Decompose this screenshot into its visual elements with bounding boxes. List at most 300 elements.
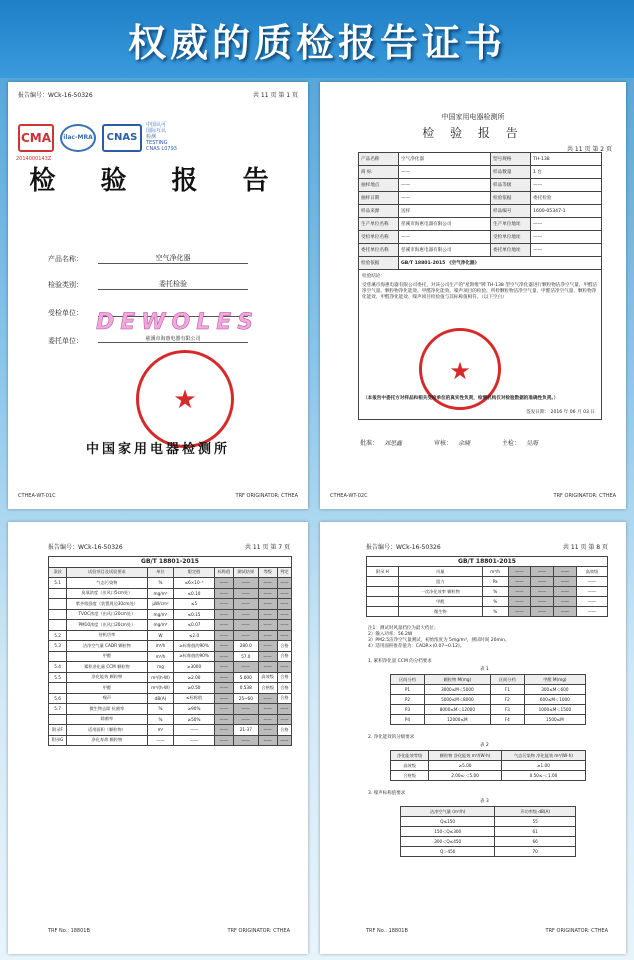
- result-row-cell: ——: [234, 599, 258, 610]
- org-name: 中国家用电器检测所: [441, 113, 505, 121]
- noise-row: [401, 827, 576, 837]
- info-row-cell: 送样: [399, 205, 491, 218]
- efficiency-row-cell: 净化能效等级: [391, 751, 429, 761]
- appendix-row-cell: 甲醛: [398, 597, 482, 607]
- noise-row-cell: Q≤150: [401, 817, 495, 827]
- efficiency-row-cell: 颗粒物 净化能效 m³/(W·h): [429, 751, 502, 761]
- result-row-cell: ——: [214, 630, 233, 641]
- result-row: [49, 704, 292, 715]
- appendix-row: [367, 597, 608, 607]
- efficiency-row: [391, 751, 586, 761]
- efficiency-row-cell: 合格级: [391, 771, 429, 781]
- page-number: 共 11 页 第 2 页: [567, 146, 612, 153]
- result-row-cell: %: [147, 714, 174, 725]
- result-row-cell: ——: [214, 662, 233, 673]
- footer-left: CTHEA-WT-01C: [18, 493, 56, 499]
- result-row-cell: [49, 683, 67, 694]
- footer-left: CTHEA-WT-02C: [330, 493, 368, 499]
- appendix-row-cell: ——: [531, 587, 554, 597]
- result-row-cell: 合格: [277, 641, 291, 652]
- appendix-row-cell: ——: [508, 607, 531, 617]
- ccm-row-cell: 甲醛 M(mg): [524, 675, 585, 685]
- result-row-cell: 25~60: [234, 693, 258, 704]
- result-row-cell: mg/m³: [147, 609, 174, 620]
- result-row: [49, 620, 292, 631]
- ilac-logo: ilac-MRA: [60, 124, 96, 152]
- result-row: [49, 735, 292, 746]
- result-row-cell: 21-37: [234, 725, 258, 736]
- appendix-row-cell: ——: [531, 607, 554, 617]
- header-cell: 试验项目及试验要求: [67, 567, 148, 578]
- result-row-cell: m³/h: [147, 641, 174, 652]
- info-row: [359, 244, 602, 257]
- result-row-cell: 附录F: [49, 725, 67, 736]
- result-row-cell: ≤2.0: [174, 630, 214, 641]
- noise-row-cell: 55: [495, 817, 576, 827]
- result-row-cell: 臭氧浓度（出风口5cm处）: [67, 588, 148, 599]
- appendix-row-cell: ——: [508, 577, 531, 587]
- product-value: 空气净化器: [98, 253, 248, 264]
- result-row-cell: ——: [277, 662, 291, 673]
- result-row-cell: ——: [214, 651, 233, 662]
- appendix-row-cell: ——: [508, 567, 531, 577]
- result-row-cell: ——: [258, 641, 277, 652]
- ccm-row-cell: P4: [391, 715, 425, 725]
- result-row-cell: mg/m³: [147, 588, 174, 599]
- header-cell: 测试结果: [234, 567, 258, 578]
- result-row-cell: ——: [214, 620, 233, 631]
- result-row-cell: ——: [234, 588, 258, 599]
- info-row: [359, 192, 602, 205]
- result-row-cell: ≤0.10: [174, 588, 214, 599]
- header-cell: 判定: [277, 567, 291, 578]
- result-row-cell: ——: [174, 725, 214, 736]
- result-row-cell: 合格: [277, 725, 291, 736]
- ccm-row-cell: P1: [391, 685, 425, 695]
- ccm-row-cell: 600≤M＜1000: [524, 695, 585, 705]
- result-row-cell: ——: [214, 693, 233, 704]
- result-row-cell: m³/(h·W): [147, 683, 174, 694]
- result-row-cell: ≥标称值的90%: [174, 641, 214, 652]
- result-row: [49, 609, 292, 620]
- result-row-cell: 5.5: [49, 672, 67, 683]
- header-banner: [0, 0, 634, 78]
- results-table: GB/T 18801-2015 条款 试验项目及试验要求 单位 限定值 标称值 测试结果 等级 判定 5.1 气态污染物 % ≤6×10⁻⁵ —— —— —— —— 臭氧浓度（出风口5cm处） mg/m³ ≤0.10 —— —— —— —— 紫外线强度（装置周边30cm处） μW/cm² ≤5 —— —— —— —— TVOC浓度（出风口20cm处） mg/m³ ≤0.15 —— —— —— —— PM10浓度（出风口20cm处） mg/m³ ≤0.07 —— —— —— —— 5.2 待机功率 W ≤2.0 —— —— —— —— 5.3 洁净空气量 CADR 颗粒物 m³/h ≥标称值的90% —— 280.0 —— 合格 甲醛 m³/h ≥标称值的90% —— 57.0 —— 合格 5.4 累积净化量 CCM 颗粒物 mg ≥3000 —— —— —— —— 5.5 净化能效 颗粒物 m³/(h·W) ≥2.00 —— 5.000 高效级 合格 甲醛 m³/(h·W) ≥0.50 —— 0.538 合格级 合格 5.6 噪声 dB(A) ≤标称值 —— 25~60 —— 合格 5.7 微生物去除 抗菌率 % ≥90% —— —— —— —— 除菌率 % ≥50% —— —— —— —— 附录F 适用面积（颗粒物） m² —— —— 21-37 —— 合格 附录G 净化寿命 颗粒物 —— —— —— —— —— ——: [48, 556, 292, 746]
- info-row: [359, 231, 602, 244]
- result-row-cell: [49, 599, 67, 610]
- result-row-cell: 气态污染物: [67, 578, 148, 589]
- appendix-row-cell: 微生物: [398, 607, 482, 617]
- disclaimer-note: （本报告中委托方对样品和相关受检单位的真实性负责，检测机构仅对检验数据的准确性负责。）: [363, 396, 559, 401]
- result-row-cell: ——: [214, 704, 233, 715]
- appendix-row-cell: ——: [554, 587, 577, 597]
- result-row-cell: 5.7: [49, 704, 67, 715]
- appendix-row-cell: 高效级: [576, 567, 607, 577]
- section-ccm: 1. 累积净化量 CCM 的分档要求: [368, 659, 432, 664]
- appendix-row-cell: ——: [508, 587, 531, 597]
- result-row-cell: ——: [234, 704, 258, 715]
- appendix-row-cell: 附录 H: [367, 567, 399, 577]
- result-row-cell: [49, 609, 67, 620]
- result-row-cell: 280.0: [234, 641, 258, 652]
- result-row-cell: [49, 714, 67, 725]
- result-row-cell: mg/m³: [147, 620, 174, 631]
- result-row-cell: μW/cm²: [147, 599, 174, 610]
- info-row-cell: 1 台: [531, 166, 602, 179]
- result-row-cell: 57.0: [234, 651, 258, 662]
- result-row-cell: ——: [147, 735, 174, 746]
- footer-left: TRF No.: 18801B: [48, 928, 90, 934]
- info-row-cell: 样品编号: [491, 205, 531, 218]
- info-row-cell: 受检单位名称: [359, 231, 399, 244]
- cnas-logo: CNAS: [102, 124, 142, 152]
- info-row-cell: 1600-05347-1: [531, 205, 602, 218]
- footer-left: TRF No.: 18801B: [366, 928, 408, 934]
- info-row-cell: 委托单位地址: [491, 244, 531, 257]
- result-row-cell: ≥0.50: [174, 683, 214, 694]
- result-row-cell: ——: [234, 630, 258, 641]
- info-row-cell: ——: [531, 218, 602, 231]
- result-row-cell: ——: [277, 609, 291, 620]
- result-row-cell: ——: [258, 578, 277, 589]
- appendix-row-cell: 阻力: [398, 577, 482, 587]
- appendix-row: [367, 587, 608, 597]
- result-row-cell: ——: [214, 725, 233, 736]
- appendix-row-cell: ——: [554, 607, 577, 617]
- ccm-row-cell: 颗粒物 M(mg): [424, 675, 490, 685]
- result-row: [49, 630, 292, 641]
- result-row-cell: 5.6: [49, 693, 67, 704]
- ccm-table: [390, 674, 586, 725]
- conclusion-text: 受慈溪市海惠电器有限公司委托，对该公司生产的"星斯维"牌 TH-138 型空气净化器进行颗粒物洁净空气量、甲醛洁净空气量、颗粒物净化能效、甲醛净化能效、噪声项目的检验。所检颗粒物洁净空气量、甲醛洁净空气量、颗粒物净化能效、甲醛净化能效、噪声项目检验值与其标称值相符。（以下空白）: [362, 283, 598, 300]
- appendix-row-cell: ——: [531, 567, 554, 577]
- info-row-cell: ——: [531, 179, 602, 192]
- efficiency-row: [391, 761, 586, 771]
- result-row: [49, 714, 292, 725]
- ccm-row: [391, 715, 586, 725]
- info-row-cell: ——: [531, 231, 602, 244]
- page-number: 共 11 页 第 8 页: [563, 544, 608, 551]
- result-row-cell: ——: [214, 672, 233, 683]
- appendix-row-cell: ——: [576, 587, 607, 597]
- efficiency-row-cell: 高效级: [391, 761, 429, 771]
- test-results-page[interactable]: [8, 522, 308, 954]
- appendix-row: [367, 577, 608, 587]
- result-row-cell: 适用面积（颗粒物）: [67, 725, 148, 736]
- info-row: [359, 218, 602, 231]
- ccm-row-cell: 8000≤M＜12000: [424, 705, 490, 715]
- result-row: [49, 578, 292, 589]
- header-cell: 等级: [258, 567, 277, 578]
- page-number: 共 11 页 第 7 页: [245, 544, 290, 551]
- cma-logo: CMA: [18, 124, 54, 152]
- result-row-cell: ——: [234, 609, 258, 620]
- result-row-cell: ——: [277, 735, 291, 746]
- ccm-row-cell: P3: [391, 705, 425, 715]
- info-row: [359, 179, 602, 192]
- ccm-row-cell: 5000≤M＜8000: [424, 695, 490, 705]
- info-row-cell: 样品数量: [491, 166, 531, 179]
- info-row-cell: 委托检验: [531, 192, 602, 205]
- info-row-cell: ——: [399, 192, 491, 205]
- product-label: 产品名称：: [48, 255, 83, 263]
- result-row: [49, 599, 292, 610]
- result-row-cell: ——: [214, 599, 233, 610]
- result-row-cell: ——: [214, 588, 233, 599]
- info-row-cell: ——: [399, 179, 491, 192]
- page-number: 共 11 页 第 1 页: [253, 92, 298, 99]
- result-row: [49, 725, 292, 736]
- result-row: [49, 588, 292, 599]
- ccm-row-cell: 12000≤M: [424, 715, 490, 725]
- ccm-row-cell: 1500≤M: [524, 715, 585, 725]
- appendix-row: [367, 567, 608, 577]
- result-row-cell: ——: [258, 725, 277, 736]
- result-row-cell: 合格: [277, 693, 291, 704]
- producer-label: 受检单位：: [48, 309, 83, 317]
- result-row-cell: 甲醛: [67, 683, 148, 694]
- noise-row: [401, 807, 576, 817]
- header-cell: 条款: [49, 567, 67, 578]
- entrust-value: 慈溪市海惠电器有限公司: [98, 335, 248, 343]
- efficiency-row: [391, 771, 586, 781]
- noise-row-cell: 66: [495, 837, 576, 847]
- result-row-cell: 5.1: [49, 578, 67, 589]
- appendix-row-cell: %: [482, 597, 508, 607]
- result-row: [49, 651, 292, 662]
- table2-title: 表 2: [480, 743, 489, 748]
- official-seal: ★: [136, 350, 234, 448]
- result-row-cell: 待机功率: [67, 630, 148, 641]
- result-row-cell: 高效级: [258, 672, 277, 683]
- result-row-cell: ≥90%: [174, 704, 214, 715]
- ccm-row-cell: F3: [490, 705, 524, 715]
- report-number: 报告编号：WCk-16-50326: [366, 544, 441, 551]
- result-row-cell: ——: [258, 704, 277, 715]
- result-row: [49, 672, 292, 683]
- ccm-row-cell: 区间分档: [391, 675, 425, 685]
- cnas-text: 中国认可 国际互认 检测 TESTING CNAS L0793: [146, 122, 177, 152]
- appendix-row-cell: [367, 577, 399, 587]
- result-row-cell: ——: [214, 609, 233, 620]
- result-row-cell: ——: [234, 578, 258, 589]
- appendix-row-cell: ——: [508, 597, 531, 607]
- efficiency-row-cell: 0.50≤·＜1.00: [501, 771, 585, 781]
- result-row-cell: ——: [234, 735, 258, 746]
- footer-right: TRF ORIGINATOR: CTHEA: [545, 928, 608, 934]
- result-row-cell: ——: [258, 599, 277, 610]
- result-row-cell: 5.000: [234, 672, 258, 683]
- report-title: 检 验 报 告: [29, 166, 287, 196]
- report-info-page[interactable]: 中国家用电器检测所 检 验 报 告 共 11 页 第 2 页 产品名称 空气净化器 型号规格 TH-138 商 标 —— 样品数量 1 台 抽样地点 —— 样品等级 —— 抽样日期 —— 检验依据 委托检验 样品来源 送样 样品编号 1600-05347-1 生产单位名称 慈溪市海惠电器有限公司 生产单位地址 —— 受检单位名称 —— 受检单位地址 —— 委托单位名称 慈溪市海惠电器有限公司 委托单位地址 —— 检验依据 GB/T 18801-2015 《空气净化器》 检验结论： 受慈溪市海惠电器有限公司委托，对该公司生产的"星斯维"牌 TH-138 型空气净化器进行颗粒物洁净空气量、甲醛洁净空气量、颗粒物净化能效、甲醛净化能效、噪声项目的检验。所检颗粒物洁净空气量、甲醛洁净空气量、颗粒物净化能效、甲醛净化能效、噪声项目检验值与其标称值相符。（以下空白） ★ （本报告中委托方对样品和相关受检单位的真实性负责，检测机构仅对检验数据的准确性负责。） 签发日期： 2016 年 06 月 03 日 批准： 刘思鑫 审核： 佘晓 主检： 吴海 CTHEA-WT-02C TRF ORIGINATOR: CTHEA: [320, 82, 626, 509]
- appendix-row-cell: [367, 587, 399, 597]
- result-row-cell: ≥50%: [174, 714, 214, 725]
- issue-date: 签发日期： 2016 年 06 月 03 日: [526, 410, 595, 415]
- result-row-cell: ——: [258, 651, 277, 662]
- result-row-cell: ——: [258, 662, 277, 673]
- efficiency-row-cell: 2.00≤·＜5.00: [429, 771, 502, 781]
- result-row-cell: [49, 651, 67, 662]
- info-row-cell: 空气净化器: [399, 153, 491, 166]
- result-row-cell: %: [147, 704, 174, 715]
- result-row-cell: m³/(h·W): [147, 672, 174, 683]
- ccm-row-cell: 区间分档: [490, 675, 524, 685]
- tester-label: 主检：: [501, 440, 520, 447]
- result-row-cell: ——: [258, 693, 277, 704]
- header-cell: 限定值: [174, 567, 214, 578]
- result-row-cell: 累积净化量 CCM 颗粒物: [67, 662, 148, 673]
- info-row-cell: 生产单位地址: [491, 218, 531, 231]
- inspection-type-label: 检验类别：: [48, 281, 83, 289]
- result-row-cell: ——: [277, 599, 291, 610]
- notes: 注1：测试时风量档位为最大档位； 2）输入功率：56.2W 3）PM2.5洁净空气量测试，初始浓度为 5mg/m³，测试时间 20min。 4）适用面积推荐值为：CADR×(0.07~0.12)。: [368, 626, 510, 649]
- efficiency-table: [390, 750, 586, 781]
- result-row-cell: 5.3: [49, 641, 67, 652]
- footer-right: TRF ORIGINATOR: CTHEA: [235, 493, 298, 499]
- report-number: 报告编号：WCk-16-50326: [48, 544, 123, 551]
- result-row-cell: dB(A): [147, 693, 174, 704]
- ccm-row-cell: 1000≤M＜1500: [524, 705, 585, 715]
- noise-table: [400, 806, 576, 857]
- ccm-row-cell: F1: [490, 685, 524, 695]
- efficiency-row-cell: ≥5.00: [429, 761, 502, 771]
- report-number: 报告编号：WCk-16-50326: [18, 92, 93, 99]
- result-row-cell: 微生物去除 抗菌率: [67, 704, 148, 715]
- noise-row-cell: 70: [495, 847, 576, 857]
- result-row-cell: W: [147, 630, 174, 641]
- result-row-cell: ——: [277, 620, 291, 631]
- footer-right: TRF ORIGINATOR: CTHEA: [227, 928, 290, 934]
- noise-row: [401, 817, 576, 827]
- appendix-row-cell: [367, 597, 399, 607]
- info-row-cell: 抽样日期: [359, 192, 399, 205]
- info-row-cell: 委托单位名称: [359, 244, 399, 257]
- info-row-cell: 型号规格: [491, 153, 531, 166]
- reviewer-label: 审核：: [433, 440, 452, 447]
- result-row-cell: ——: [214, 683, 233, 694]
- result-row-cell: ≤0.07: [174, 620, 214, 631]
- appendix-row-cell: [367, 607, 399, 617]
- result-row: [49, 662, 292, 673]
- info-row: [359, 166, 602, 179]
- result-row-cell: 甲醛: [67, 651, 148, 662]
- result-row-cell: ——: [214, 714, 233, 725]
- table1-title: 表 1: [480, 667, 489, 672]
- inspection-type-value: 委托检验: [98, 279, 248, 290]
- result-row-cell: 除菌率: [67, 714, 148, 725]
- result-row-cell: [49, 588, 67, 599]
- noise-row-cell: 洁净空气量 (m³/h): [401, 807, 495, 817]
- banner-title: 权威的质检报告证书: [127, 21, 506, 65]
- result-row-cell: ——: [214, 735, 233, 746]
- info-row: [359, 205, 602, 218]
- grading-page[interactable]: [320, 522, 626, 954]
- ccm-row: [391, 675, 586, 685]
- result-row: [49, 693, 292, 704]
- footer-right: TRF ORIGINATOR: CTHEA: [553, 493, 616, 499]
- result-row-cell: m²: [147, 725, 174, 736]
- info-title: 检 验 报 告: [422, 126, 524, 140]
- report-cover-page[interactable]: [8, 82, 308, 509]
- result-row-cell: ≤0.15: [174, 609, 214, 620]
- info-row-cell: 检验依据: [491, 192, 531, 205]
- ccm-row-cell: F2: [490, 695, 524, 705]
- ccm-row: [391, 685, 586, 695]
- result-row-cell: ≤6×10⁻⁵: [174, 578, 214, 589]
- info-table: 产品名称 空气净化器 型号规格 TH-138 商 标 —— 样品数量 1 台 抽样地点 —— 样品等级 —— 抽样日期 —— 检验依据 委托检验 样品来源 送样 样品编号 1600-05347-1 生产单位名称 慈溪市海惠电器有限公司 生产单位地址 —— 受检单位名称 —— 受检单位地址 —— 委托单位名称 慈溪市海惠电器有限公司 委托单位地址 —— 检验依据 GB/T 18801-2015 《空气净化器》 检验结论： 受慈溪市海惠电器有限公司委托，对该公司生产的"星斯维"牌 TH-138 型空气净化器进行颗粒物洁净空气量、甲醛洁净空气量、颗粒物净化能效、甲醛净化能效、噪声项目的检验。所检颗粒物洁净空气量、甲醛洁净空气量、颗粒物净化能效、甲醛净化能效、噪声项目检验值与其标称值相符。（以下空白） ★ （本报告中委托方对样品和相关受检单位的真实性负责，检测机构仅对检验数据的准确性负责。） 签发日期： 2016 年 06 月 03 日: [358, 152, 602, 420]
- info-row-cell: ——: [531, 244, 602, 257]
- header-cell: 标称值: [214, 567, 233, 578]
- info-row-cell: 慈溪市海惠电器有限公司: [399, 218, 491, 231]
- brand-watermark: DEWOLES: [96, 310, 260, 335]
- info-row-cell: 样品等级: [491, 179, 531, 192]
- info-row-cell: 样品来源: [359, 205, 399, 218]
- result-row-cell: ≥3000: [174, 662, 214, 673]
- result-row-cell: 附录G: [49, 735, 67, 746]
- result-row-cell: 合格: [277, 672, 291, 683]
- lab-name: 中国家用电器检测所: [85, 442, 230, 457]
- result-row: [49, 641, 292, 652]
- appendix-row-cell: Pa: [482, 577, 508, 587]
- info-row-cell: ——: [399, 231, 491, 244]
- result-row-cell: ——: [258, 630, 277, 641]
- appendix-row-cell: ——: [554, 577, 577, 587]
- result-row-cell: 紫外线强度（装置周边30cm处）: [67, 599, 148, 610]
- info-row-cell: 受检单位地址: [491, 231, 531, 244]
- result-row-cell: ≤标称值: [174, 693, 214, 704]
- result-row-cell: 合格: [277, 651, 291, 662]
- result-row-cell: ——: [277, 588, 291, 599]
- section-noise: 3. 噪声标称值要求: [368, 791, 406, 796]
- result-row-cell: ——: [277, 578, 291, 589]
- noise-row-cell: 声功率级 dB(A): [495, 807, 576, 817]
- ccm-row-cell: P2: [391, 695, 425, 705]
- result-row-cell: PM10浓度（出风口20cm处）: [67, 620, 148, 631]
- result-row-cell: 5.4: [49, 662, 67, 673]
- header-cell: 单位: [147, 567, 174, 578]
- result-row-cell: ——: [258, 609, 277, 620]
- result-row-cell: TVOC浓度（出风口20cm处）: [67, 609, 148, 620]
- appendix-row-cell: %: [482, 587, 508, 597]
- result-row-cell: 噪声: [67, 693, 148, 704]
- appendix-row-cell: ——: [576, 597, 607, 607]
- appendix-row-cell: ——: [531, 577, 554, 587]
- result-row-cell: 洁净空气量 CADR 颗粒物: [67, 641, 148, 652]
- result-row-cell: ≤5: [174, 599, 214, 610]
- result-row-cell: [49, 620, 67, 631]
- appendix-row-cell: ——: [531, 597, 554, 607]
- noise-row-cell: 150＜Q≤300: [401, 827, 495, 837]
- info-row-cell: 慈溪市海惠电器有限公司: [399, 244, 491, 257]
- noise-row: [401, 837, 576, 847]
- info-row: [359, 153, 602, 166]
- info-row-cell: TH-138: [531, 153, 602, 166]
- result-row-cell: ——: [258, 588, 277, 599]
- info-row-cell: 生产单位名称: [359, 218, 399, 231]
- appendix-row-cell: ——: [576, 607, 607, 617]
- result-row-cell: ——: [214, 578, 233, 589]
- result-row-cell: 合格级: [258, 683, 277, 694]
- result-row-cell: ——: [234, 662, 258, 673]
- efficiency-row-cell: 气态污染物 净化能效 m³/(W·h): [501, 751, 585, 761]
- result-row-cell: mg: [147, 662, 174, 673]
- result-row-cell: %: [147, 578, 174, 589]
- result-row-cell: ——: [234, 620, 258, 631]
- official-seal: ★: [419, 328, 501, 410]
- appendix-table: GB/T 18801-2015 附录 H 风量 m³/h —— —— —— 高效级 阻力 Pa —— —— —— —— 一次净化效率 颗粒物 % —— —— —— —— 甲醛 % —— —— —— —— 微生物 % —— —— —— ——: [366, 556, 608, 617]
- result-row-cell: ≥2.00: [174, 672, 214, 683]
- noise-row: [401, 847, 576, 857]
